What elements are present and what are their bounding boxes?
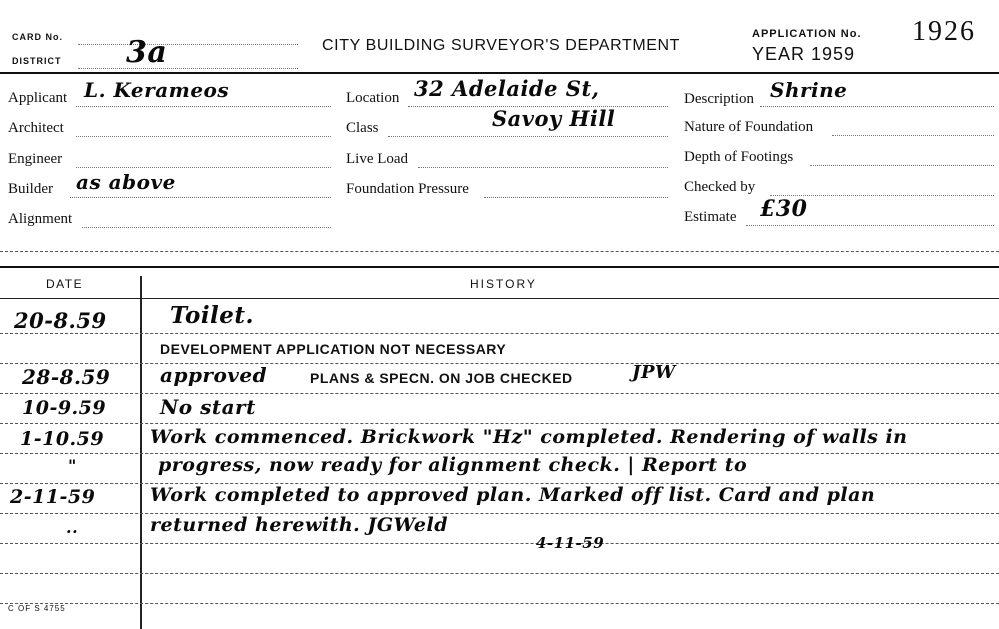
builder-value: as above — [76, 170, 176, 194]
history-date: 2-11-59 — [10, 486, 96, 508]
applicant-line — [76, 106, 331, 107]
district-label: DISTRICT — [12, 56, 62, 66]
year-label: YEAR 1959 — [752, 44, 856, 64]
history-entry-typed: DEVELOPMENT APPLICATION NOT NECESSARY — [160, 341, 507, 357]
architect-line — [76, 136, 331, 137]
depth-of-footings-line — [810, 165, 994, 166]
engineer-label: Engineer — [8, 151, 63, 167]
form-code: C OF S 4755 — [8, 604, 66, 613]
live-load-label: Live Load — [346, 151, 409, 167]
class-label: Class — [346, 120, 379, 136]
depth-of-footings-label: Depth of Footings — [684, 149, 794, 165]
alignment-label: Alignment — [8, 211, 73, 227]
history-line-4 — [0, 423, 999, 424]
builder-label: Builder — [8, 181, 53, 197]
nature-of-foundation-label: Nature of Foundation — [684, 119, 814, 135]
estimate-value: £30 — [760, 196, 808, 222]
history-signature-date: 4-11-59 — [536, 534, 605, 552]
description-label: Description — [684, 91, 754, 107]
history-line-9 — [0, 573, 999, 574]
location-value: 32 Adelaide St, — [414, 76, 600, 101]
history-entry: progress, now ready for alignment check. | Report to — [158, 454, 748, 476]
history-date: " — [68, 456, 77, 475]
application-no-label: APPLICATION No. — [752, 28, 862, 40]
history-top-rule — [0, 266, 999, 268]
application-no-value: 1926 — [912, 16, 976, 47]
history-line-1 — [0, 333, 999, 334]
nature-of-foundation-line — [832, 135, 994, 136]
description-value: Shrine — [770, 78, 848, 102]
history-column-header: HISTORY — [470, 277, 537, 291]
history-entry: Work commenced. Brickwork "Hz" completed. Rendering of walls in — [150, 426, 908, 448]
history-entry-typed-stamp: PLANS & SPECN. ON JOB CHECKED — [310, 370, 573, 386]
history-date: .. — [66, 518, 79, 537]
foundation-pressure-label: Foundation Pressure — [346, 181, 469, 197]
checked-by-label: Checked by — [684, 179, 756, 195]
history-date: 10-9.59 — [22, 397, 107, 419]
alignment-line — [82, 227, 331, 228]
engineer-line — [76, 167, 331, 168]
applicant-label: Applicant — [8, 90, 68, 106]
history-line-3 — [0, 393, 999, 394]
estimate-label: Estimate — [684, 209, 737, 225]
history-date: 20-8.59 — [14, 308, 107, 333]
district-line — [78, 68, 298, 69]
history-date: 28-8.59 — [22, 365, 111, 389]
history-line-2 — [0, 363, 999, 364]
history-entry: returned herewith. JGWeld — [150, 514, 448, 536]
foundation-pressure-line — [484, 197, 668, 198]
header-rule — [0, 72, 999, 74]
section-dash-rule — [0, 251, 999, 252]
card-no-line — [78, 44, 298, 45]
history-line-8 — [0, 543, 999, 544]
live-load-line — [418, 167, 668, 168]
location-label: Location — [346, 90, 400, 106]
department-title: CITY BUILDING SURVEYOR'S DEPARTMENT — [322, 37, 681, 54]
history-entry: No start — [160, 395, 256, 419]
description-line — [760, 106, 994, 107]
history-entry: approved — [160, 363, 268, 387]
district-value: 3a — [126, 35, 168, 70]
builder-line — [70, 197, 331, 198]
history-date: 1-10.59 — [20, 428, 105, 450]
estimate-line — [746, 225, 994, 226]
class-value: Savoy Hill — [492, 106, 616, 131]
history-line-10 — [0, 603, 999, 604]
history-entry: Work completed to approved plan. Marked off list. Card and plan — [150, 484, 876, 506]
class-line — [388, 136, 668, 137]
date-column-header: DATE — [46, 277, 84, 291]
card-no-label: CARD No. — [12, 32, 63, 42]
history-header-rule — [0, 298, 999, 299]
history-initials: JPW — [632, 362, 676, 383]
applicant-value: L. Kerameos — [84, 78, 230, 102]
architect-label: Architect — [8, 120, 64, 136]
history-entry: Toilet. — [170, 302, 255, 329]
